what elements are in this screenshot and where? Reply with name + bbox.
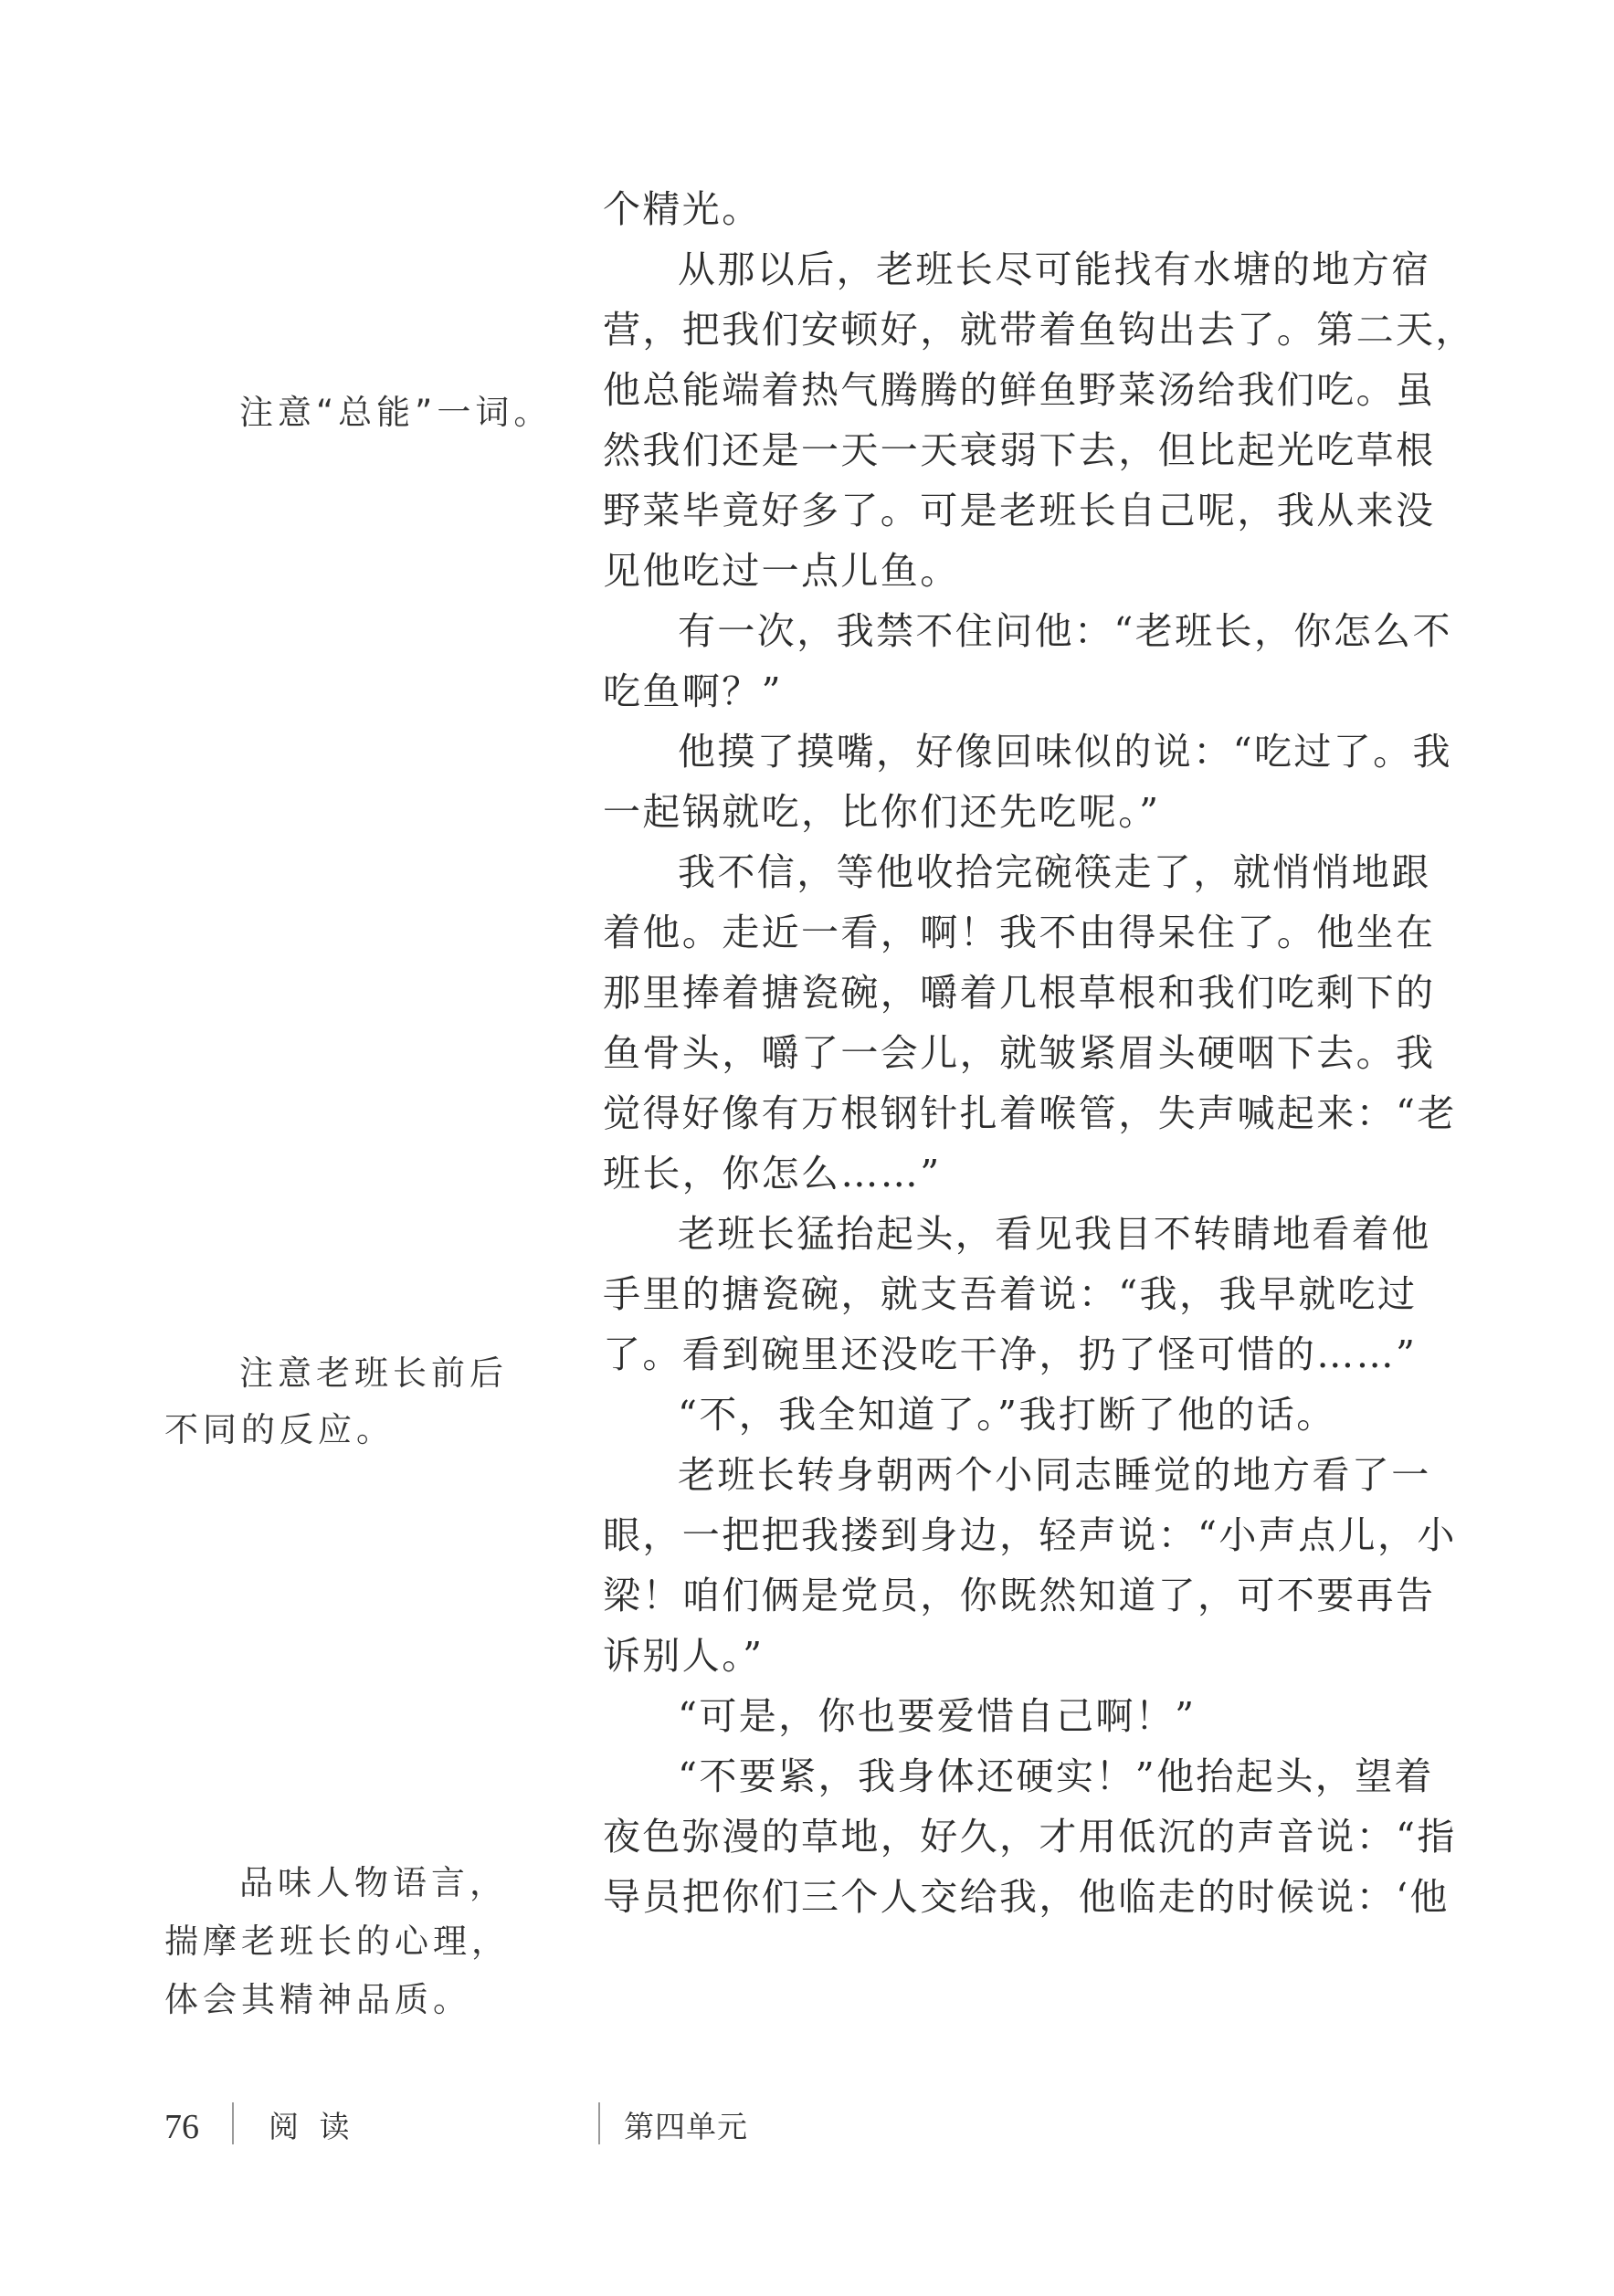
text-line: 从那以后，老班长尽可能找有水塘的地方宿	[678, 248, 1431, 291]
text-line: 诉别人。”	[603, 1634, 765, 1678]
text-line: 一起锅就吃，比你们还先吃呢。”	[603, 790, 1161, 834]
text-line: 个精光。	[603, 187, 762, 231]
text-line: 老班长猛抬起头，看见我目不转睛地看着他	[678, 1212, 1431, 1256]
footer-divider	[232, 2102, 234, 2144]
footer-section-label: 阅 读	[269, 2109, 355, 2144]
text-line: 鱼骨头，嚼了一会儿，就皱紧眉头硬咽下去。我	[603, 1031, 1436, 1075]
text-line: “不，我全知道了。”我打断了他的话。	[678, 1393, 1336, 1437]
text-line: 老班长转身朝两个小同志睡觉的地方看了一	[678, 1453, 1431, 1497]
text-line: “不要紧，我身体还硬实！”他抬起头，望着	[678, 1754, 1434, 1798]
text-line: 他摸了摸嘴，好像回味似的说：“吃过了。我	[678, 730, 1452, 774]
margin-note-line: 体会其精神品质。	[164, 1980, 471, 2019]
text-line: 手里的搪瓷碗，就支吾着说：“我，我早就吃过	[603, 1272, 1418, 1316]
text-line: 我不信，等他收拾完碗筷走了，就悄悄地跟	[678, 850, 1431, 894]
text-line: 眼，一把把我搂到身边，轻声说：“小声点儿，小	[603, 1513, 1457, 1557]
text-line: 那里捧着搪瓷碗，嚼着几根草根和我们吃剩下的	[603, 971, 1436, 1015]
page-footer	[0, 2097, 1614, 2170]
text-line: 野菜毕竟好多了。可是老班长自己呢，我从来没	[603, 489, 1436, 532]
text-line: 导员把你们三个人交给我，他临走的时候说：‘他	[603, 1875, 1450, 1919]
page-number: 76	[164, 2108, 199, 2146]
text-line: 觉得好像有万根钢针扎着喉管，失声喊起来：“老	[603, 1091, 1457, 1135]
footer-divider	[598, 2102, 600, 2144]
text-line: “可是，你也要爱惜自己啊！”	[678, 1694, 1197, 1738]
footer-unit-label: 第四单元	[624, 2109, 748, 2144]
text-line: 然我们还是一天一天衰弱下去，但比起光吃草根	[603, 428, 1436, 472]
text-line: 营，把我们安顿好，就带着鱼钩出去了。第二天，	[603, 308, 1475, 352]
text-line: 有一次，我禁不住问他：“老班长，你怎么不	[678, 609, 1452, 653]
margin-note-line: 品味人物语言，	[239, 1863, 508, 1902]
text-line: 吃鱼啊？”	[603, 669, 783, 713]
text-line: 见他吃过一点儿鱼。	[603, 549, 960, 593]
margin-note-line: 注意老班长前后	[239, 1353, 508, 1393]
margin-note-line: 注意“总能”一词。	[239, 393, 553, 432]
text-line: 夜色弥漫的草地，好久，才用低沉的声音说：“指	[603, 1815, 1457, 1859]
text-line: 他总能端着热气腾腾的鲜鱼野菜汤给我们吃。虽	[603, 368, 1436, 412]
text-line: 着他。走近一看，啊！我不由得呆住了。他坐在	[603, 911, 1436, 954]
text-line: 梁！咱们俩是党员，你既然知道了，可不要再告	[603, 1574, 1436, 1617]
margin-note-line: 揣摩老班长的心理，	[164, 1922, 510, 1961]
text-line: 了。看到碗里还没吃干净，扔了怪可惜的……”	[603, 1332, 1418, 1376]
margin-note-line: 不同的反应。	[164, 1410, 395, 1449]
text-line: 班长，你怎么……”	[603, 1152, 942, 1195]
